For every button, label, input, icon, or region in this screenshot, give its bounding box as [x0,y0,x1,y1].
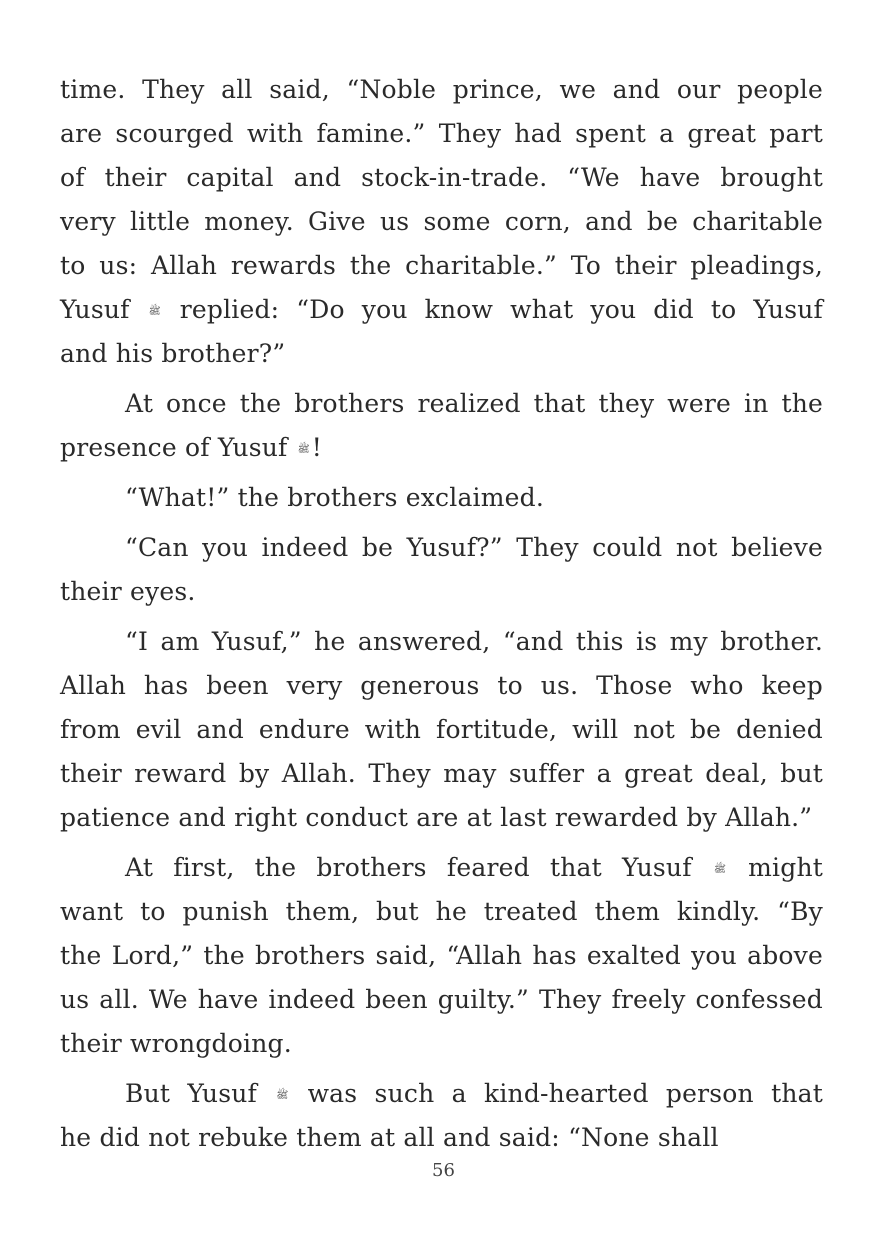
text-line: and his brother?” [60,339,286,368]
text-segment: But Yusuf [125,1079,275,1108]
text-line: their eyes. [60,577,196,606]
text-line: of their capital and stock-in-trade. “We have brought [60,163,823,192]
text-line: us all. We have indeed been guilty.” They freely confessed [60,985,823,1014]
honorific-icon: ﷺ [148,305,161,317]
paragraph [60,68,823,376]
paragraph [60,382,823,470]
paragraph [60,476,823,520]
text-segment: At first, the brothers feared that Yusuf [125,853,712,882]
text-line: time. They all said, “Noble prince, we and our people [60,75,823,104]
text-line: Allah has been very generous to us. Those who keep [60,671,823,700]
text-segment: replied: “Do you know what you did to Yusuf [162,295,824,324]
text-line: very little money. Give us some corn, and be charitable [60,207,823,236]
text-line: “Can you indeed be Yusuf?” They could not believe [125,533,823,562]
text-line [60,426,823,470]
text-line [60,288,823,332]
paragraph [60,620,823,840]
paragraph [60,1072,823,1160]
text-segment: might [727,853,823,882]
honorific-icon: ﷺ [713,863,726,875]
text-line [60,1072,823,1116]
paragraph [60,526,823,614]
text-line: “I am Yusuf,” he answered, “and this is my brother. [125,627,823,656]
text-line: “What!” the brothers exclaimed. [125,483,545,512]
text-segment: ! [311,433,322,462]
honorific-icon: ﷺ [276,1089,289,1101]
page-body [60,68,823,1166]
text-line: from evil and endure with fortitude, will not be denied [60,715,823,744]
honorific-icon: ﷺ [297,443,310,455]
text-line: their wrongdoing. [60,1029,292,1058]
text-segment: presence of Yusuf [60,433,296,462]
text-line: the Lord,” the brothers said, “Allah has exalted you above [60,941,823,970]
text-line: he did not rebuke them at all and said: “None shall [60,1123,719,1152]
text-segment: Yusuf [60,295,147,324]
text-line: patience and right conduct are at last rewarded by Allah.” [60,803,813,832]
text-line: to us: Allah rewards the charitable.” To their pleadings, [60,251,823,280]
text-line: their reward by Allah. They may suffer a great deal, but [60,759,823,788]
page-number: 56 [432,1160,455,1181]
text-line: are scourged with famine.” They had spent a great part [60,119,823,148]
text-line: At once the brothers realized that they were in the [125,389,823,418]
text-line [60,846,823,890]
paragraph [60,846,823,1066]
text-segment: was such a kind-hearted person that [290,1079,823,1108]
text-line: want to punish them, but he treated them kindly. “By [60,897,823,926]
